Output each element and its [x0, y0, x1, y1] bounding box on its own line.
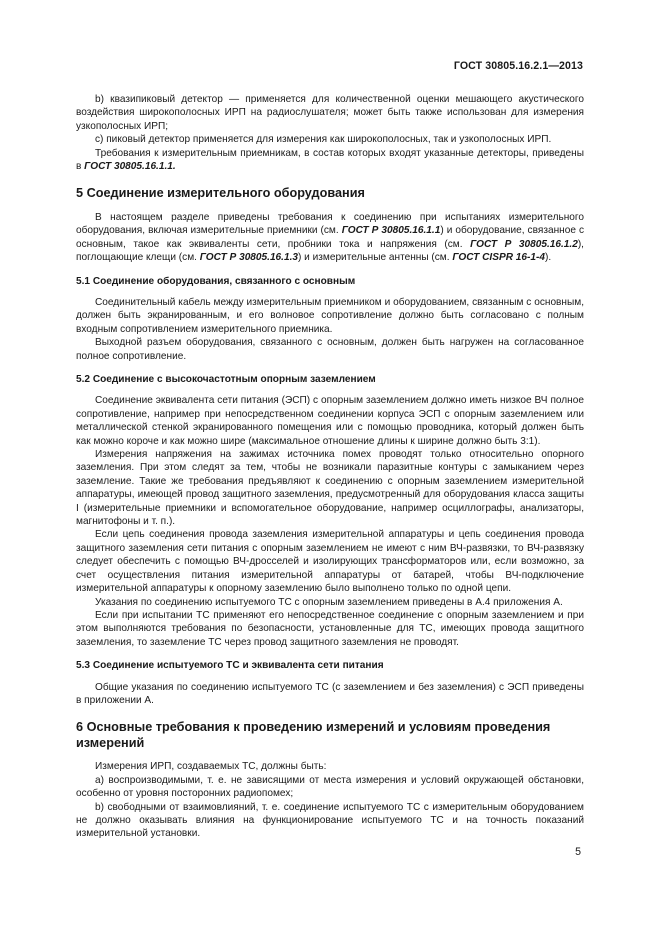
subsection-5-2-paragraph: Если при испытании ТС применяют его непосредственное соединение с опорным заземлением и при этом выполняются требования по безопасности, установленные для ТС, имеющих провода защитного заземления, то заземление ТС через провод защитного заземления не проводят. — [76, 609, 584, 648]
subsection-5-2-paragraph: Измерения напряжения на зажимах источника помех проводят только относительно опорного заземления. При этом следят за тем, чтобы не возникали паразитные контуры с замыканием через заземление. Такие же требования предъявляют к соединению с опорным заземлением измерительной аппаратуры, имеющей провод защитного заземления, предусмотренный для оборудования класса защиты I (измерительные приемники и вспомогательное оборудование, например осциллографы, анализаторы, магнитофоны и т. п.). — [76, 449, 584, 528]
page-content — [76, 93, 584, 841]
subsection-5-1-paragraph: Соединительный кабель между измерительным приемником и оборудованием, связанным с основным, должен быть экранированным, и его волновое сопротивление должно быть согласовано с полным входным сопротивлением измерительного приемника. — [76, 296, 584, 335]
standard-reference: ГОСТ Р 30805.16.1.3 — [199, 252, 299, 264]
page-number: 5 — [575, 846, 581, 858]
requirements-text: Требования к измерительным приемникам, в состав которых входят указанные детекторы, приведены в — [76, 147, 584, 173]
text-fragment: ) и измерительные антенны (см. — [298, 252, 453, 264]
document-code: ГОСТ 30805.16.2.1—2013 — [453, 60, 583, 72]
subsection-5-1-paragraph: Выходной разъем оборудования, связанного с основным, должен быть нагружен на согласованное полное сопротивление. — [76, 337, 584, 362]
subsection-5-2-paragraph: Соединение эквивалента сети питания (ЭСП) с опорным заземлением должно иметь низкое ВЧ полное сопротивление, например при непосредственном соединении корпуса ЭСП с опорным заземлением или металлической стенкой экранированного помещения или с помощью проводника, который должен быть как можно короче и как можно шире (максимальное отношение длины к ширине должно быть 3:1). — [76, 395, 584, 447]
standard-reference: ГОСТ CISPR 16-1-4 — [452, 252, 545, 264]
standard-reference: ГОСТ Р 30805.16.1.2 — [470, 238, 578, 250]
standard-reference: ГОСТ Р 30805.16.1.1 — [341, 225, 441, 237]
text-fragment: ), поглощающие клещи (см. — [76, 238, 584, 264]
subsection-5-3-paragraph: Общие указания по соединению испытуемого ТС (с заземлением и без заземления) с ЭСП приведены в приложении А. — [76, 681, 584, 706]
section-5-title: 5 Соединение измерительного оборудования — [76, 186, 365, 201]
list-item-c: c) пиковый детектор применяется для измерения как широкополосных, так и узкополосных ИРП. — [95, 134, 552, 146]
text-fragment: В настоящем разделе приведены требования к соединению при испытаниях измерительного оборудования, включая измерительные приемники (см. — [76, 211, 584, 237]
list-item-b: b) свободными от взаимовлияний, т. е. соединение испытуемого ТС с измерительным оборудованием не должно оказывать влияния на функционирование испытуемого ТС и на точность показаний измерительной установки. — [76, 801, 584, 840]
subsection-5-3-title: 5.3 Соединение испытуемого ТС и эквивалента сети питания — [76, 660, 384, 672]
standard-reference: ГОСТ 30805.16.1.1. — [84, 161, 176, 173]
subsection-5-2-paragraph: Указания по соединению испытуемого ТС с опорным заземлением приведены в А.4 приложения А. — [95, 596, 563, 608]
list-item-a: а) воспроизводимыми, т. е. не зависящими от места измерения и условий окружающей обстановки, особенно от уровня посторонних радиопомех; — [76, 774, 584, 800]
section-6-paragraph: Измерения ИРП, создаваемых ТС, должны быть: — [95, 761, 327, 773]
section-5-paragraph — [76, 211, 584, 265]
list-item-b: b) квазипиковый детектор — применяется для количественной оценки мешающего акустического воздействия широкополосных ИРП на радиослушателя; может быть также использован для измерения узкополосных ИРП; — [76, 94, 584, 132]
requirements-paragraph — [76, 147, 584, 174]
text-fragment: ) и оборудование, связанное с основным, такое как эквиваленты сети, пробники тока и напряжения (см. — [76, 225, 584, 250]
text-fragment: ). — [544, 252, 552, 264]
subsection-5-1-title: 5.1 Соединение оборудования, связанного с основным — [76, 275, 356, 287]
subsection-5-2-paragraph: Если цепь соединения провода заземления измерительной аппаратуры и цепь соединения провода защитного заземления сети питания с опорным заземлением не имеют с ним ВЧ-развязки, то ВЧ-развязку следует обеспечить с помощью ВЧ-дросселей и изолирующих трансформаторов или, если возможно, за счет осуществления питания измерительной аппаратуры от батарей, чтобы ВЧ-подключение измерительной аппаратуры к опорному заземлению было выполнено только по одной цепи. — [76, 529, 584, 595]
section-6-title: 6 Основные требования к проведению измерений и условиям проведения измерений — [76, 720, 551, 750]
subsection-5-2-title: 5.2 Соединение с высокочастотным опорным заземлением — [76, 374, 376, 385]
